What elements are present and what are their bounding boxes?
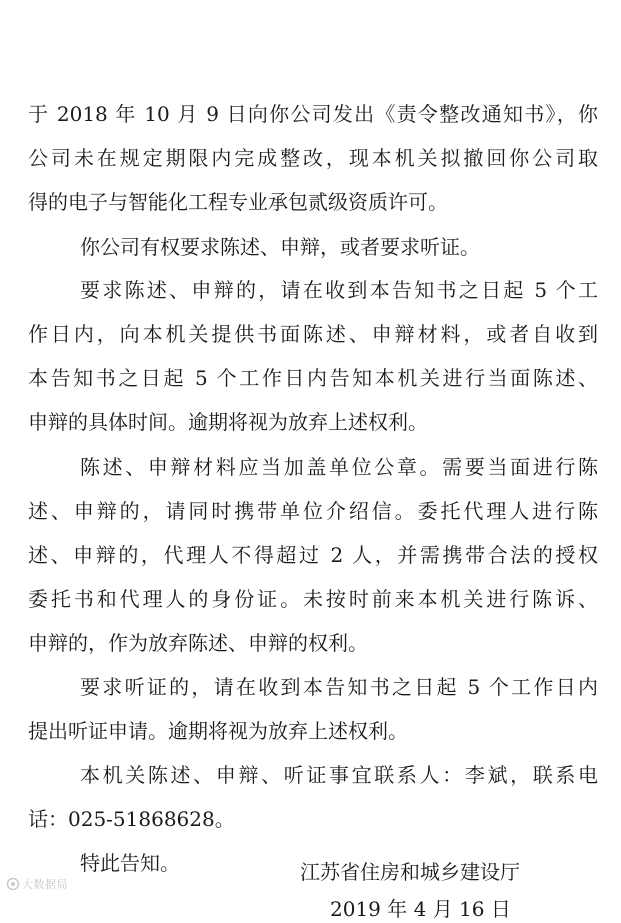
body-line-18: 特此告知。 xyxy=(80,851,180,875)
body-line-14: 要求听证的，请在收到本告知书之日起 5 个工作日内 xyxy=(80,675,598,699)
body-line-3: 得的电子与智能化工程专业承包贰级资质许可。 xyxy=(28,190,448,214)
body-line-11: 述、申辩的，代理人不得超过 2 人，并需携带合法的授权 xyxy=(28,543,598,567)
body-line-6: 作日内，向本机关提供书面陈述、申辩材料，或者自收到 xyxy=(28,322,598,346)
body-line-17: 话：025-51868628。 xyxy=(28,807,235,831)
watermark-text: 大数据局 xyxy=(22,878,68,891)
body-line-1: 于 2018 年 10 月 9 日向你公司发出《责令整改通知书》，你 xyxy=(28,102,598,126)
body-line-12: 委托书和代理人的身份证。未按时前来本机关进行陈诉、 xyxy=(28,587,598,611)
body-line-10: 述、申辩的，请同时携带单位介绍信。委托代理人进行陈 xyxy=(28,499,598,523)
watermark xyxy=(6,876,68,892)
body-line-8: 申辩的具体时间。逾期将视为放弃上述权利。 xyxy=(28,410,428,434)
issue-date: 2019 年 4 月 16 日 xyxy=(330,897,511,921)
issuer-name: 江苏省住房和城乡建设厅 xyxy=(300,860,520,884)
body-line-4: 你公司有权要求陈述、申辩，或者要求听证。 xyxy=(80,235,480,259)
watermark-logo-icon xyxy=(6,877,20,891)
body-line-2: 公司未在规定期限内完成整改，现本机关拟撤回你公司取 xyxy=(28,146,598,170)
body-line-5: 要求陈述、申辩的，请在收到本告知书之日起 5 个工 xyxy=(80,278,598,302)
body-line-9: 陈述、申辩材料应当加盖单位公章。需要当面进行陈 xyxy=(80,455,598,479)
body-line-7: 本告知书之日起 5 个工作日内告知本机关进行当面陈述、 xyxy=(28,366,598,390)
body-line-13: 申辩的，作为放弃陈述、申辩的权利。 xyxy=(28,631,368,655)
body-line-15: 提出听证申请。逾期将视为放弃上述权利。 xyxy=(28,719,408,743)
body-line-16: 本机关陈述、申辩、听证事宜联系人：李斌，联系电 xyxy=(80,763,598,787)
